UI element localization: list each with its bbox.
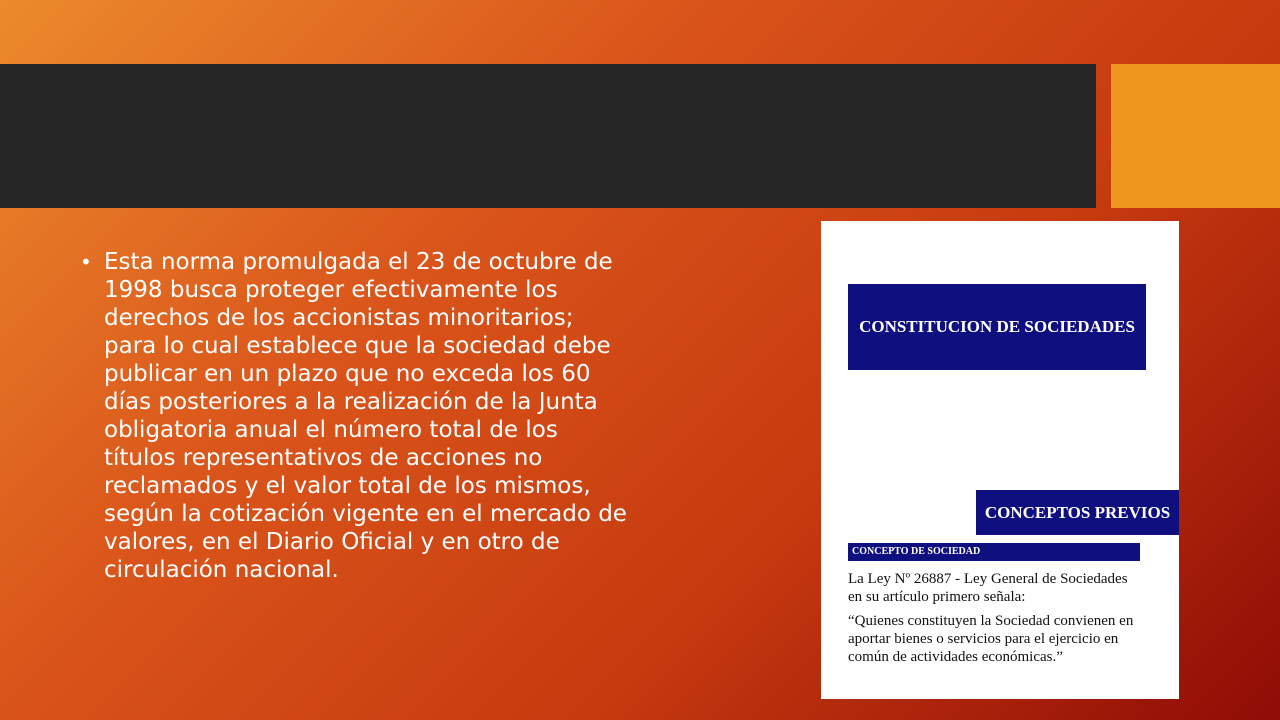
document-image (821, 221, 1179, 699)
doc-paragraph-quote: “Quienes constituyen la Sociedad convienen en aportar bienes o servicios para el ejercicio en común de actividades económicas.” (848, 613, 1134, 665)
doc-paragraph-law: La Ley Nº 26887 - Ley General de Sociedades en su artículo primero señala: (848, 571, 1128, 605)
bullet-marker: • (80, 250, 92, 274)
accent-square (1111, 64, 1280, 208)
doc-section-label: CONCEPTO DE SOCIEDAD (848, 543, 1140, 561)
body-text: Esta norma promulgada el 23 de octubre de 1998 busca proteger efectivamente los derechos de los accionistas minoritarios; para lo cual establece que la sociedad debe publicar en un plazo que no exceda los 60 días posteriores a la realización de la Junta obligatoria anual el número total de los títulos representativos de acciones no reclamados y el valor total de los mismos, según la cotización vigente en el mercado de valores, en el Diario Oficial y en otro de circulación nacional. (104, 249, 627, 583)
title-bar (0, 64, 1096, 208)
doc-banner-title: CONSTITUCION DE SOCIEDADES (848, 284, 1146, 370)
doc-concepts-header: CONCEPTOS PREVIOS (976, 490, 1179, 535)
content-placeholder (80, 248, 705, 584)
